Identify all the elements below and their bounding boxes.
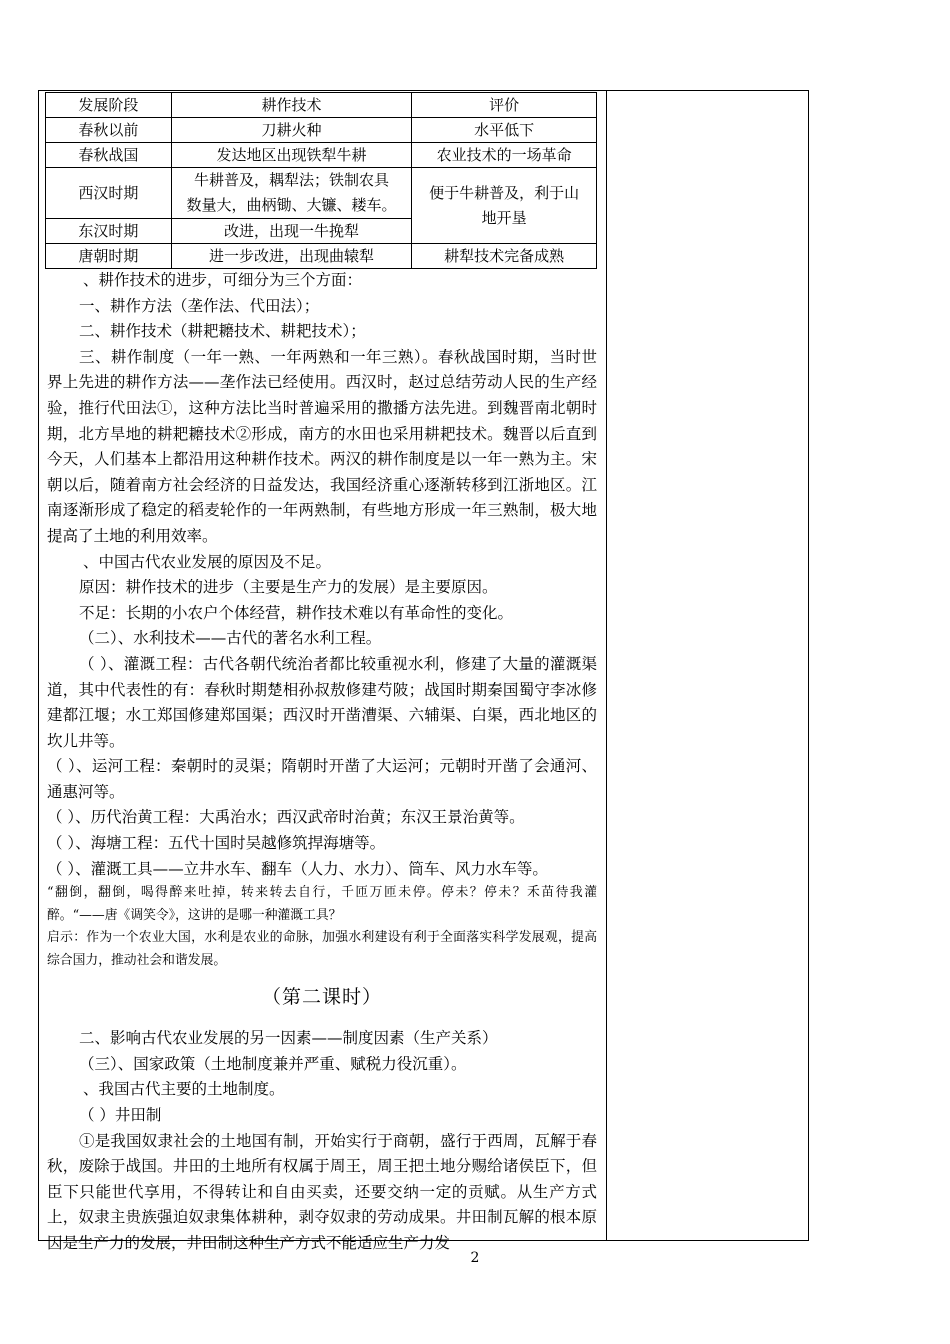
- paragraph: （ ）、海塘工程：五代十国时吴越修筑捍海塘等。: [47, 834, 386, 853]
- cell-stage: 唐朝时期: [46, 244, 172, 269]
- table-row: [46, 118, 597, 143]
- cell-eval: 耕犁技术完备成熟: [412, 244, 597, 269]
- paragraph: 原因：耕作技术的进步（主要是生产力的发展）是主要原因。: [79, 578, 498, 597]
- paragraph: 二、耕作技术（耕耙耱技术、耕耙技术）；: [79, 322, 366, 341]
- table-row: [46, 168, 597, 219]
- paragraph: 、耕作技术的进步，可细分为三个方面：: [83, 271, 363, 289]
- paragraph: 启示：作为一个农业大国，水利是农业的命脉，加强水利建设有利于全面落实科学发展观，提高综合国力，推动社会和谐发展。: [47, 930, 597, 968]
- poem-quote: “翻倒，翻倒，喝得醉来吐掉，转来转去自行，千匝万匝未停。停未？停未？禾苗待我灌醉。“——唐《调笑令》，这讲的是哪一种灌溉工具？: [47, 885, 597, 923]
- paragraph: （ ）井田制: [79, 1106, 162, 1125]
- cell-stage: 东汉时期: [46, 219, 172, 244]
- paragraph: 、我国古代主要的土地制度。: [83, 1080, 285, 1099]
- paragraph: （ ）、灌溉工程：古代各朝代统治者都比较重视水利，修建了大量的灌溉渠道，其中代表性的有：春秋时期楚相孙叔敖修建芍陂；战国时期秦国蜀守李冰修建都江堰；水工郑国修建郑国渠；西汉时开凿漕渠、六辅渠、白渠，西北地区的坎儿井等。: [47, 654, 597, 750]
- paragraph: （ ）、灌溉工具——立井水车、翻车（人力、水力）、筒车、风力水车等。: [47, 859, 548, 878]
- farming-tech-table: [45, 92, 597, 269]
- column-divider: [606, 90, 607, 1241]
- paragraph: 一、耕作方法（垄作法、代田法）；: [79, 296, 320, 315]
- cell-tech: 进一步改进，出现曲辕犁: [171, 244, 412, 269]
- paragraph: （二）、水利技术——古代的著名水利工程。: [79, 629, 382, 648]
- header-eval: 评价: [412, 93, 597, 118]
- body-text: [47, 268, 597, 1257]
- cell-eval: 水平低下: [412, 118, 597, 143]
- page-number: 2: [470, 1250, 480, 1266]
- cell-stage: 西汉时期: [46, 168, 172, 219]
- cell-tech: 牛耕普及，耦犁法；铁制农具 数量大，曲柄锄、大镰、耧车。: [171, 168, 412, 219]
- cell-tech: 发达地区出现铁犁牛耕: [171, 143, 412, 168]
- paragraph: ①是我国奴隶社会的土地国有制，开始实行于商朝，盛行于西周，瓦解于春秋，废除于战国。井田的土地所有权属于周王，周王把土地分赐给诸侯臣下，但臣下只能世代享用，不得转让和自由买卖，还要交纳一定的贡赋。从生产方式上，奴隶主贵族强迫奴隶集体耕种，剥夺奴隶的劳动成果。井田制瓦解的根本原因是生产力的发展，井田制这种生产方式不能适应生产力发: [47, 1131, 597, 1252]
- table-header-row: [46, 93, 597, 118]
- header-tech: 耕作技术: [171, 93, 412, 118]
- cell-eval: 农业技术的一场革命: [412, 143, 597, 168]
- paragraph: 三、耕作制度（一年一熟、一年两熟和一年三熟）。春秋战国时期，当时世界上先进的耕作方法——垄作法已经使用。西汉时，赵过总结劳动人民的生产经验，推行代田法①，这种方法比当时普遍采用的撒播方法先进。到魏晋南北朝时期，北方旱地的耕耙耱技术②形成，南方的水田也采用耕耙技术。魏晋以后直到今天，人们基本上都沿用这种耕作技术。两汉的耕作制度是以一年一熟为主。宋朝以后，随着南方社会经济的日益发达，我国经济重心逐渐转移到江浙地区。江南逐渐形成了稳定的稻麦轮作的一年两熟制，有些地方形成一年三熟制，极大地提高了土地的利用效率。: [47, 347, 597, 545]
- paragraph: 不足：长期的小农户个体经营，耕作技术难以有革命性的变化。: [79, 603, 514, 622]
- table-row: [46, 244, 597, 269]
- paragraph: （ ）、运河工程：秦朝时的灵渠；隋朝时开凿了大运河；元朝时开凿了会通河、通惠河等。: [47, 757, 597, 801]
- paragraph: （ ）、历代治黄工程：大禹治水；西汉武帝时治黄；东汉王景治黄等。: [47, 808, 525, 827]
- cell-stage: 春秋战国: [46, 143, 172, 168]
- paragraph: （三）、国家政策（土地制度兼并严重、赋税力役沉重）。: [79, 1054, 467, 1073]
- paragraph: 、中国古代农业发展的原因及不足。: [83, 552, 332, 571]
- header-stage: 发展阶段: [46, 93, 172, 118]
- table-row: [46, 143, 597, 168]
- section-heading: 二、影响古代农业发展的另一因素——制度因素（生产关系）: [79, 1029, 498, 1048]
- cell-tech: 刀耕火种: [171, 118, 412, 143]
- cell-stage: 春秋以前: [46, 118, 172, 143]
- lesson-heading: （第二课时）: [261, 986, 382, 1009]
- cell-tech: 改进，出现一牛挽犁: [171, 219, 412, 244]
- cell-eval: 便于牛耕普及，利于山 地开垦: [412, 168, 597, 244]
